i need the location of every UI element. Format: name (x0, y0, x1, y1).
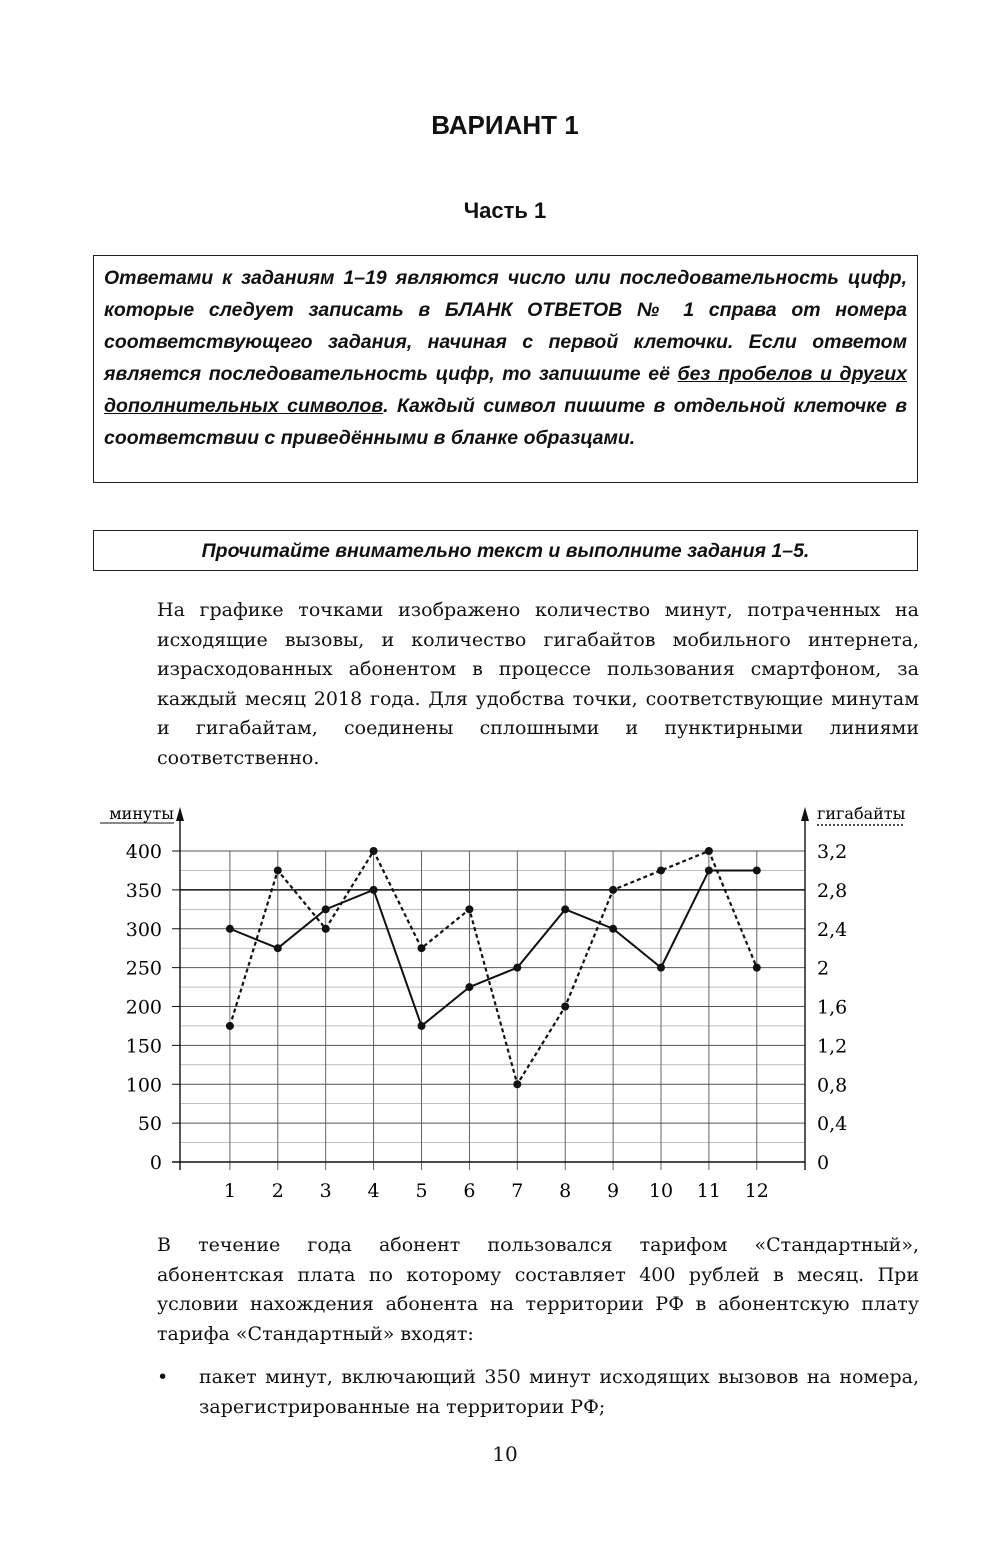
data-point-минуты (657, 964, 665, 972)
y2-tick-label: 1,6 (817, 996, 848, 1019)
y-tick-label: 150 (125, 1035, 162, 1058)
x-tick-label: 2 (271, 1180, 284, 1202)
instructions-box (93, 255, 918, 483)
y-tick-label: 250 (125, 957, 162, 980)
data-point-минуты (609, 925, 617, 933)
data-point-минуты (370, 886, 378, 894)
x-tick-label: 6 (463, 1180, 476, 1202)
x-tick-label: 5 (415, 1180, 428, 1202)
x-tick-label: 12 (744, 1180, 769, 1202)
data-point-минуты (753, 866, 761, 874)
data-point-гигабайты (609, 886, 617, 894)
data-point-гигабайты (226, 1022, 234, 1030)
y2-tick-label: 2,4 (817, 918, 848, 941)
right-axis-arrow-icon (801, 807, 809, 821)
x-tick-label: 7 (511, 1180, 524, 1202)
y2-tick-label: 1,2 (817, 1035, 848, 1058)
data-point-гигабайты (465, 905, 473, 913)
instructions-underlined: без пробелов и других дополнительных символов (104, 363, 907, 417)
task-header-box: Прочитайте внимательно текст и выполните задания 1–5. (93, 530, 918, 571)
y-tick-label: 300 (125, 918, 162, 941)
y2-tick-label: 2,8 (817, 879, 848, 902)
bullet-item: пакет минут, включающий 350 минут исходящих вызовов на номера, зарегистрированные на территории РФ; (199, 1366, 919, 1418)
data-point-гигабайты (705, 847, 713, 855)
y2-tick-label: 0,8 (817, 1074, 848, 1097)
data-point-минуты (561, 905, 569, 913)
y2-axis-label: гигабайты (817, 804, 906, 823)
data-point-минуты (322, 905, 330, 913)
data-point-минуты (274, 944, 282, 952)
y2-tick-label: 0 (817, 1152, 830, 1174)
instructions-text: Ответами к заданиям 1–19 являются число или последовательность цифр, которые следует записать в БЛАНК ОТВЕТОВ № 1 справа от номера соответствующего задания, начиная с первой клеточки. Если ответом является последовательность цифр, то запишите её (104, 267, 907, 385)
data-point-гигабайты (418, 944, 426, 952)
y-tick-label: 200 (125, 996, 162, 1019)
data-point-гигабайты (561, 1003, 569, 1011)
x-tick-label: 11 (696, 1180, 721, 1202)
y-tick-label: 100 (125, 1074, 162, 1097)
paragraph: В течение года абонент пользовался тарифом «Стандартный», абонентская плата по которому составляет 400 рублей в месяц. При условии нахождения абонента на территории РФ в абонентскую плату тарифа «Стандартный» входят: (157, 1234, 919, 1345)
variant-title: ВАРИАНТ 1 (431, 110, 579, 140)
page-number: 10 (492, 1442, 518, 1466)
data-point-минуты (418, 1022, 426, 1030)
x-tick-label: 4 (367, 1180, 380, 1202)
x-tick-label: 10 (648, 1180, 674, 1202)
data-point-минуты (226, 925, 234, 933)
chart (0, 795, 1000, 1215)
data-point-минуты (465, 983, 473, 991)
data-point-гигабайты (322, 925, 330, 933)
paragraph: На графике точками изображено количество минут, потраченных на исходящие вызовы, и количество гигабайтов мобильного интернета, израсходованных абонентом в процессе пользования смартфоном, за каждый месяц 2018 года. Для удобства точки, соответствующие минутам и гигабайтам, соединены сплошными и пунктирными линиями соответственно. (157, 599, 919, 769)
x-tick-label: 1 (223, 1180, 236, 1202)
data-point-гигабайты (274, 866, 282, 874)
y-axis-label: минуты (109, 804, 174, 823)
left-axis-arrow-icon (176, 807, 184, 821)
part-title: Часть 1 (463, 198, 547, 223)
data-point-гигабайты (753, 964, 761, 972)
x-tick-label: 8 (559, 1180, 572, 1202)
y-tick-label: 0 (149, 1152, 162, 1174)
x-tick-label: 3 (319, 1180, 332, 1202)
data-point-минуты (513, 964, 521, 972)
data-point-минуты (705, 866, 713, 874)
y2-tick-label: 2 (817, 957, 830, 980)
y2-tick-label: 3,2 (817, 841, 848, 863)
data-point-гигабайты (657, 866, 665, 874)
data-point-гигабайты (513, 1080, 521, 1088)
instructions-text-end: . Каждый символ пишите в отдельной клеточке в соответствии с приведёнными в бланке образцами. (104, 395, 907, 449)
y-tick-label: 50 (137, 1113, 162, 1136)
x-tick-label: 9 (607, 1180, 620, 1202)
data-point-гигабайты (370, 847, 378, 855)
bullet-icon: • (157, 1366, 169, 1388)
y2-tick-label: 0,4 (817, 1113, 848, 1136)
y-tick-label: 350 (125, 879, 162, 902)
y-tick-label: 400 (125, 841, 162, 863)
